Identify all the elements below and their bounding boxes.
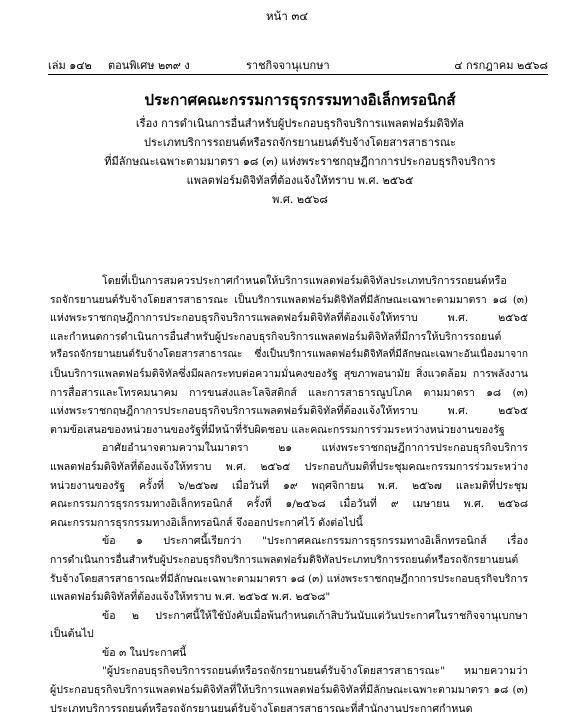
announcement-body bbox=[50, 272, 528, 718]
subject-year: พ.ศ. ๒๕๖๘ bbox=[272, 193, 328, 206]
subject-line: เรื่อง การดำเนินการอื่นสำหรับผู้ประกอบธุรกิจบริการแพลตฟอร์มดิจิทัล bbox=[135, 117, 465, 130]
gazette-name: ราชกิจจานุเบกษา bbox=[246, 59, 330, 72]
clause-2 bbox=[50, 607, 528, 644]
volume-label: เล่ม ๑๔๒ bbox=[48, 59, 92, 72]
definition-paragraph bbox=[50, 662, 528, 718]
body-line: หน่วยงานของรัฐ ครั้งที่ ๖/๒๕๖๗ เมื่อวันที่ ๑๙ พฤศจิกายน พ.ศ. ๒๕๖๗ และมติที่ประชุม bbox=[50, 479, 528, 492]
clause-3 bbox=[50, 644, 528, 663]
body-line: แห่งพระราชกฤษฎีกาการประกอบธุรกิจบริการแพลตฟอร์มดิจิทัลที่ต้องแจ้งให้ทราบ พ.ศ. ๒๕๖๕ bbox=[50, 312, 528, 325]
body-line: การสื่อสารและโทรคมนาคม การขนส่งและโลจิสติกส์ และการสาธารณูปโภค ตามมาตรา ๑๘ (๓) bbox=[50, 386, 528, 399]
body-line: คณะกรรมการธุรกรรมทางอิเล็กทรอนิกส์ ครั้งที่ ๑/๒๕๖๘ เมื่อวันที่ ๙ เมษายน พ.ศ. ๒๕๖๘ bbox=[50, 498, 528, 511]
body-line: ข้อ ๑ ประกาศนี้เรียกว่า "ประกาศคณะกรรมการธุรกรรมทางอิเล็กทรอนิกส์ เรื่อง bbox=[102, 535, 528, 548]
body-line: แห่งพระราชกฤษฎีกาการประกอบธุรกิจบริการแพลตฟอร์มดิจิทัลที่ต้องแจ้งให้ทราบ พ.ศ. ๒๕๖๕ bbox=[50, 405, 528, 418]
announcement-heading bbox=[70, 90, 530, 209]
body-line: ผู้ประกอบธุรกิจบริการแพลตฟอร์มดิจิทัลที่ให้บริการแพลตฟอร์มดิจิทัลที่มีลักษณะเฉพาะตามมาตรา ๑๘ (๓) bbox=[50, 684, 528, 697]
subject-line: แพลตฟอร์มดิจิทัลที่ต้องแจ้งให้ทราบ พ.ศ. ๒๕๖๕ bbox=[186, 174, 414, 187]
body-line: แพลตฟอร์มดิจิทัลที่ต้องแจ้งให้ทราบ พ.ศ. ๒๕๖๕ พ.ศ. ๒๕๖๘" bbox=[50, 591, 331, 604]
announcement-title: ประกาศคณะกรรมการธุรกรรมทางอิเล็กทรอนิกส์ bbox=[144, 91, 456, 109]
body-line: ตามข้อเสนอของหน่วยงานของรัฐที่มีหน้าที่รับผิดชอบ และคณะกรรมการร่วมระหว่างหน่วยงานของรัฐ bbox=[50, 423, 505, 436]
clause-1 bbox=[50, 532, 528, 606]
body-line: "ผู้ประกอบธุรกิจบริการรถยนต์หรือรถจักรยานยนต์รับจ้างโดยสารสาธารณะ" หมายความว่า bbox=[102, 665, 528, 678]
body-line: ประเภทบริการรถยนต์หรือรถจักรยานยนต์รับจ้างโดยสารสาธารณะที่สำนักงานประกาศกำหนด bbox=[50, 702, 473, 715]
body-line: เป็นบริการแพลตฟอร์มดิจิทัลซึ่งมีผลกระทบต่อความมั่นคงของรัฐ สุขภาพอนามัย สิ่งแวดล้อม การพลังงาน bbox=[50, 367, 528, 380]
body-line: และกำหนดการดำเนินการอื่นสำหรับผู้ประกอบธุรกิจบริการแพลตฟอร์มดิจิทัลที่มีการให้บริการรถยนต์ bbox=[50, 330, 502, 343]
body-line: การดำเนินการอื่นสำหรับผู้ประกอบธุรกิจบริการแพลตฟอร์มดิจิทัลประเภทบริการรถยนต์หรือรถจักรยานยนต์ bbox=[50, 553, 519, 566]
body-line: หรือรถจักรยานยนต์รับจ้างโดยสารสาธารณะ ซึ่งเป็นบริการแพลตฟอร์มดิจิทัลที่มีลักษณะเฉพาะอันเนื่องมาจาก bbox=[50, 349, 528, 361]
body-line: ข้อ ๒ ประกาศนี้ให้ใช้บังคับเมื่อพ้นกำหนดเก้าสิบวันนับแต่วันประกาศในราชกิจจานุเบกษา bbox=[102, 609, 528, 622]
body-line: เป็นต้นไป bbox=[50, 628, 94, 641]
body-line: โดยที่เป็นการสมควรประกาศกำหนดให้บริการแพลตฟอร์มดิจิทัลประเภทบริการรถยนต์หรือ bbox=[102, 275, 507, 287]
subject-line: ที่มีลักษณะเฉพาะตามมาตรา ๑๘ (๓) แห่งพระราชกฤษฎีกาการประกอบธุรกิจบริการ bbox=[104, 155, 496, 168]
body-line: อาศัยอำนาจตามความในมาตรา ๒๑ แห่งพระราชกฤษฎีกาการประกอบธุรกิจบริการ bbox=[102, 442, 528, 455]
body-line: รถจักรยานยนต์รับจ้างโดยสารสาธารณะ เป็นบริการแพลตฟอร์มดิจิทัลที่มีลักษณะเฉพาะตามมาตรา ๑๘ (๓) bbox=[50, 293, 528, 306]
authority-paragraph bbox=[50, 439, 528, 532]
body-line: คณะกรรมการธุรกรรมทางอิเล็กทรอนิกส์ จึงออกประกาศไว้ ดังต่อไปนี้ bbox=[50, 516, 363, 529]
issue-label: ตอนพิเศษ ๒๓๙ ง bbox=[108, 59, 190, 72]
body-line: ข้อ ๓ ในประกาศนี้ bbox=[102, 646, 187, 659]
header-rule bbox=[48, 74, 548, 75]
body-line: แพลตฟอร์มดิจิทัลที่ต้องแจ้งให้ทราบ พ.ศ. ๒๕๖๕ ประกอบกับมติที่ประชุมคณะกรรมการร่วมระหว่าง bbox=[50, 460, 528, 473]
page-number: หน้า ๓๔ bbox=[265, 9, 309, 23]
announcement-subject bbox=[70, 114, 530, 209]
body-line: รับจ้างโดยสารสาธารณะที่มีลักษณะเฉพาะตามมาตรา ๑๘ (๓) แห่งพระราชกฤษฎีกาการประกอบธุรกิจบริการ bbox=[50, 572, 528, 585]
publication-date: ๔ กรกฎาคม ๒๕๖๘ bbox=[454, 59, 548, 72]
preamble-paragraph bbox=[50, 272, 528, 439]
subject-line: ประเภทบริการรถยนต์หรือรถจักรยานยนต์รับจ้างโดยสารสาธารณะ bbox=[144, 136, 456, 149]
gazette-header bbox=[48, 56, 548, 72]
